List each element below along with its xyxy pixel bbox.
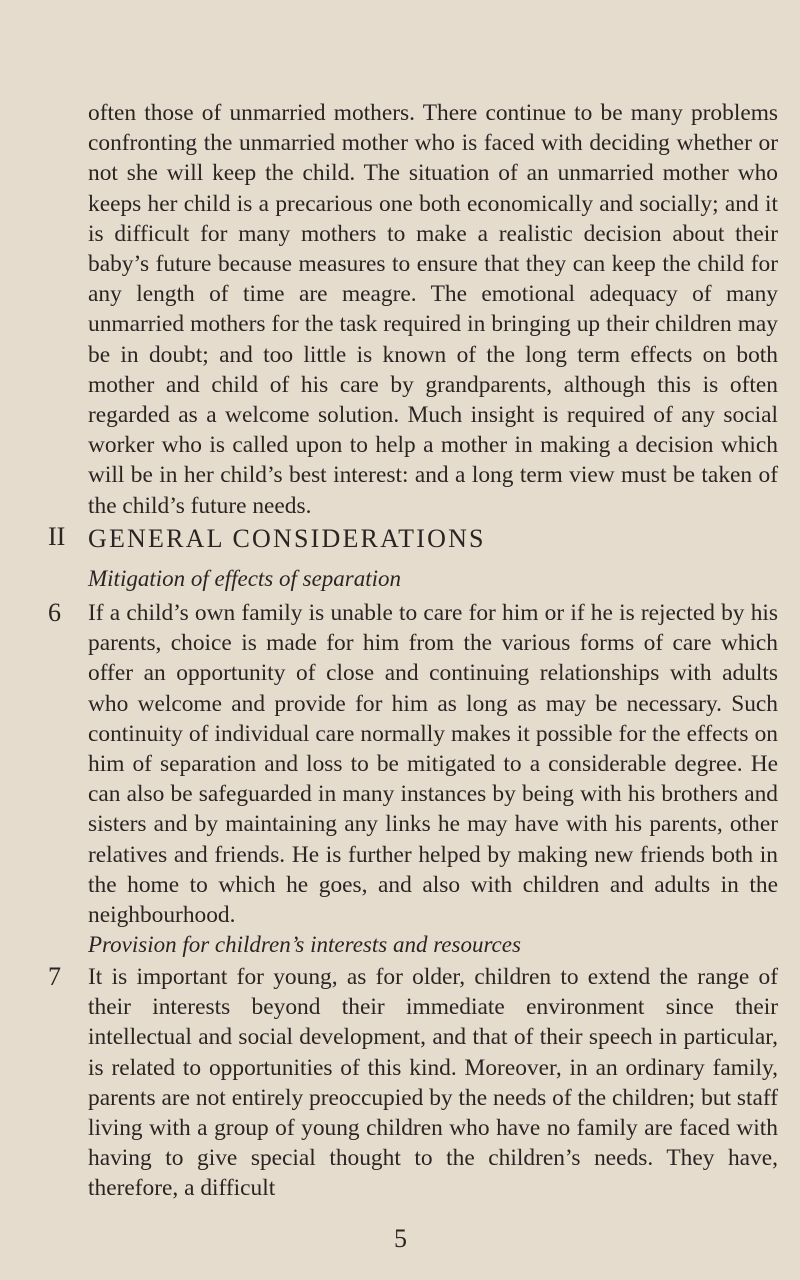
- section-heading: GENERAL CONSIDERATIONS: [88, 524, 486, 553]
- page-number: 5: [394, 1224, 407, 1253]
- paragraph-number: 7: [48, 962, 61, 991]
- section-number: II: [48, 522, 66, 551]
- subsection-title: Mitigation of effects of separation: [88, 566, 402, 591]
- paragraph-intro: often those of unmarried mothers. There continue to be many problems confronting the unmarried mother who is faced with deciding whether or not she will keep the child. The situation of an unmarried mother who keeps her child is a precarious one both economically and socially; and it is difficult for many mothers to make a realistic decision about their baby’s future because measures to ensure that they can keep the child for any length of time are meagre. The emotional adequacy of many unmarried mothers for the task required in bringing up their children may be in doubt; and too little is known of the long term effects on both mother and child of his care by grandparents, although this is often regarded as a welcome solution. Much insight is required of any social worker who is called upon to help a mother in making a decision which will be in her child’s best interest: and a long term view must be taken of the child’s future needs.: [88, 100, 778, 519]
- paragraph-number: 6: [48, 598, 61, 627]
- subsection-title: Provision for children’s interests and resources: [88, 932, 521, 957]
- paragraph-6: If a child’s own family is unable to care for him or if he is rejected by his parents, choice is made for him from the various forms of care which offer an opportunity of close and continuing relationships with adults who welcome and provide for him as long as may be necessary. Such continuity of individual care normally makes it possible for the effects on him of separation and loss to be mitigated to a considerable degree. He can also be safeguarded in many instances by being with his brothers and sisters and by maintaining any links he may have with his parents, other relatives and friends. He is further helped by making new friends both in the home to which he goes, and also with children and adults in the neighbourhood.: [88, 600, 778, 929]
- paragraph-7: It is important for young, as for older, children to extend the range of their interests beyond their immediate environment since their intellectual and social development, and that of their speech in particular, is related to opportunities of this kind. Moreover, in an ordinary family, parents are not entirely preoccupied by the needs of the children; but staff living with a group of young children who have no family are faced with having to give special thought to the children’s needs. They have, therefore, a difficult: [88, 964, 778, 1202]
